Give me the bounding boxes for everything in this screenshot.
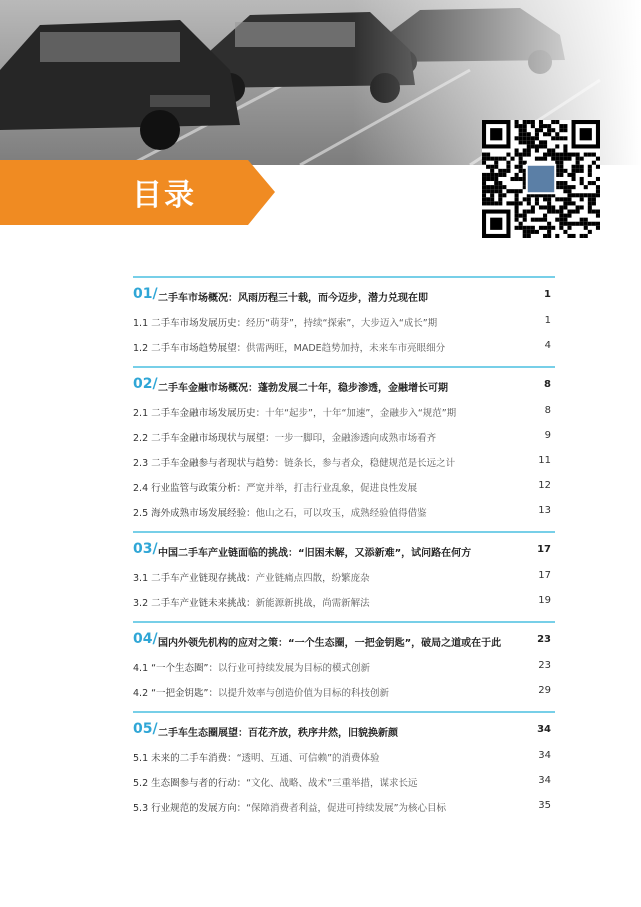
- toc-entry[interactable]: [133, 450, 555, 475]
- chapter-number: 04/: [133, 631, 158, 647]
- entry-label: 5.3 行业规范的发展方向：: [133, 803, 247, 814]
- entry-description: 以提升效率与创造价值为目标的科技创新: [217, 688, 389, 699]
- toc-entry[interactable]: [133, 425, 555, 450]
- entry-page-number: 34: [538, 750, 551, 761]
- entry-label: 3.1 二手车产业链现存挑战：: [133, 573, 256, 584]
- entry-page-number: 13: [538, 505, 551, 516]
- entry-page-number: 9: [544, 430, 551, 441]
- entry-label: 3.2 二手车产业链未来挑战：: [133, 598, 256, 609]
- toc-entry[interactable]: [133, 400, 555, 425]
- toc-entry[interactable]: [133, 335, 555, 360]
- toc-chapter-heading[interactable]: [133, 376, 555, 400]
- entry-description: 以行业可持续发展为目标的模式创新: [217, 663, 370, 674]
- toc-entry[interactable]: [133, 590, 555, 615]
- chapter-title: 二手车金融市场概况：蓬勃发展二十年，稳步渗透，金融增长可期: [158, 383, 448, 394]
- entry-text: [133, 315, 437, 329]
- toc-section: [133, 705, 555, 820]
- entry-description: 供需两旺，MADE趋势加持，未来车市亮眼细分: [246, 343, 446, 354]
- entry-text: [133, 405, 456, 419]
- entry-page-number: 29: [538, 685, 551, 696]
- entry-text: [133, 505, 427, 519]
- entry-page-number: 17: [538, 570, 551, 581]
- chapter-title: 国内外领先机构的应对之策：“一个生态圈，一把金钥匙”，破局之道或在于此: [158, 638, 502, 649]
- entry-description: 新能源新挑战，尚需新解法: [255, 598, 370, 609]
- entry-description: “文化、战略、战术”三重举措，谋求长远: [246, 778, 418, 789]
- toc-chapter-heading[interactable]: [133, 721, 555, 745]
- toc-entry[interactable]: [133, 770, 555, 795]
- toc-section: [133, 525, 555, 615]
- entry-text: [133, 480, 417, 494]
- chapter-page-number: 8: [544, 379, 551, 390]
- table-of-contents: [133, 276, 555, 820]
- entry-page-number: 4: [544, 340, 551, 351]
- entry-description: “保障消费者利益，促进可持续发展”为核心目标: [246, 803, 446, 814]
- chapter-number: 02/: [133, 376, 158, 392]
- entry-description: “透明、互通、可信赖”的消费体验: [236, 753, 380, 764]
- entry-text: [133, 430, 436, 444]
- chapter-number: 03/: [133, 541, 158, 557]
- entry-text: [133, 340, 445, 354]
- entry-text: [133, 660, 370, 674]
- entry-page-number: 11: [538, 455, 551, 466]
- toc-section: [133, 276, 555, 360]
- section-divider: [133, 621, 555, 623]
- toc-entry[interactable]: [133, 565, 555, 590]
- section-divider: [133, 711, 555, 713]
- entry-description: 经历“萌芽”，持续“探索”，大步迈入“成长”期: [246, 318, 438, 329]
- toc-chapter-heading[interactable]: [133, 541, 555, 565]
- entry-text: [133, 800, 446, 814]
- toc-entry[interactable]: [133, 680, 555, 705]
- toc-section: [133, 360, 555, 525]
- chapter-page-number: 23: [537, 634, 551, 645]
- entry-label: 2.5 海外成熟市场发展经验：: [133, 508, 256, 519]
- chapter-number: 01/: [133, 286, 158, 302]
- entry-page-number: 8: [544, 405, 551, 416]
- qr-code-icon: [482, 120, 600, 238]
- section-divider: [133, 366, 555, 368]
- entry-label: 2.4 行业监管与政策分析：: [133, 483, 247, 494]
- toc-chapter-heading[interactable]: [133, 631, 555, 655]
- entry-text: [133, 685, 389, 699]
- toc-entry[interactable]: [133, 500, 555, 525]
- entry-page-number: 12: [538, 480, 551, 491]
- entry-description: 十年“起步”，十年“加速”，金融步入“规范”期: [265, 408, 457, 419]
- entry-page-number: 34: [538, 775, 551, 786]
- entry-label: 2.2 二手车金融市场现状与展望：: [133, 433, 275, 444]
- entry-label: 2.3 二手车金融参与者现状与趋势：: [133, 458, 285, 469]
- chapter-title: 中国二手车产业链面临的挑战：“旧困未解，又添新难”，试问路在何方: [158, 548, 472, 559]
- entry-label: 1.2 二手车市场趋势展望：: [133, 343, 247, 354]
- page-title: 目录: [132, 178, 196, 213]
- chapter-title: 二手车市场概况：风雨历程三十载，而今迈步，潜力兑现在即: [158, 293, 428, 304]
- entry-page-number: 1: [544, 315, 551, 326]
- entry-text: [133, 455, 455, 469]
- chapter-title: 二手车生态圈展望：百花齐放，秩序井然，旧貌换新颜: [158, 728, 398, 739]
- toc-entry[interactable]: [133, 745, 555, 770]
- entry-text: [133, 570, 370, 584]
- entry-description: 链条长，参与者众，稳健规范是长远之计: [284, 458, 456, 469]
- toc-chapter-heading[interactable]: [133, 286, 555, 310]
- entry-label: 2.1 二手车金融市场发展历史：: [133, 408, 266, 419]
- toc-entry[interactable]: [133, 655, 555, 680]
- entry-label: 5.1 未来的二手车消费：: [133, 753, 237, 764]
- toc-entry[interactable]: [133, 475, 555, 500]
- toc-entry[interactable]: [133, 310, 555, 335]
- entry-text: [133, 750, 379, 764]
- entry-page-number: 35: [538, 800, 551, 811]
- header-area: [0, 0, 641, 250]
- entry-description: 严宽并举，打击行业乱象，促进良性发展: [246, 483, 418, 494]
- toc-section: [133, 615, 555, 705]
- entry-page-number: 23: [538, 660, 551, 671]
- section-divider: [133, 276, 555, 278]
- chapter-page-number: 17: [537, 544, 551, 555]
- entry-page-number: 19: [538, 595, 551, 606]
- chapter-page-number: 1: [544, 289, 551, 300]
- entry-text: [133, 775, 418, 789]
- entry-label: 5.2 生态圈参与者的行动：: [133, 778, 247, 789]
- entry-description: 产业链痛点四散，纷繁庞杂: [255, 573, 370, 584]
- chapter-number: 05/: [133, 721, 158, 737]
- entry-description: 他山之石，可以攻玉，成熟经验值得借鉴: [255, 508, 427, 519]
- section-divider: [133, 531, 555, 533]
- toc-entry[interactable]: [133, 795, 555, 820]
- entry-label: 4.2 “一把金钥匙”：: [133, 688, 218, 699]
- entry-text: [133, 595, 370, 609]
- entry-label: 4.1 “一个生态圈”：: [133, 663, 218, 674]
- chapter-page-number: 34: [537, 724, 551, 735]
- entry-label: 1.1 二手车市场发展历史：: [133, 318, 247, 329]
- entry-description: 一步一脚印，金融渗透向成熟市场看齐: [274, 433, 437, 444]
